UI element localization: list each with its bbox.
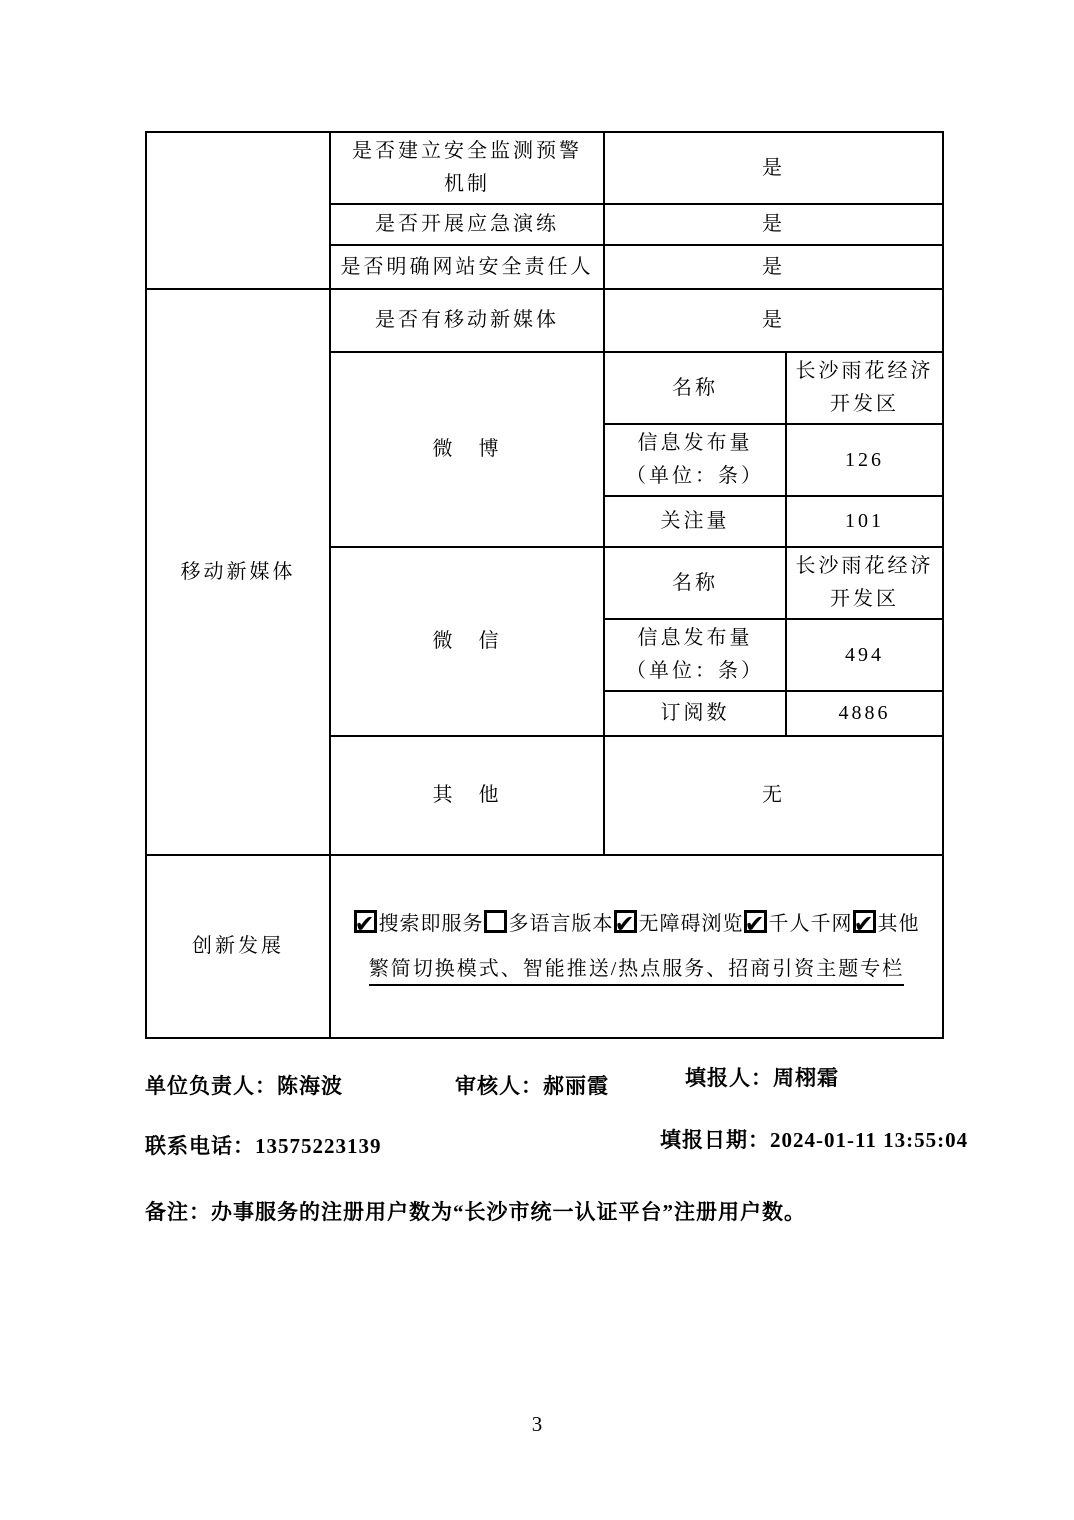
date-value: 2024-01-11 13:55:04 [770,1128,969,1152]
table-row [146,132,943,204]
innovation-other-detail-text: 繁简切换模式、智能推送/热点服务、招商引资主题专栏 [369,958,905,986]
filler-value: 周栩霜 [773,1066,839,1090]
innovation-option [354,908,484,941]
innovation-option [484,908,614,941]
innovation-option-label: 多语言版本 [508,912,614,935]
filler-field [685,1062,839,1092]
wechat-posts-label-line2: （单位：条） [626,660,764,682]
cell-wechat-name [786,547,943,619]
page-number: 3 [531,1412,543,1436]
checkbox-icon[interactable] [354,910,377,933]
phone-value: 13575223139 [255,1134,382,1158]
cell-has-mobile-media-a: 是 [604,289,943,352]
wechat-posts-label-line1: 信息发布量 [637,627,753,649]
innovation-option [853,908,920,941]
cell-wechat-name-label: 名称 [604,547,786,619]
cell-wechat-label: 微 信 [330,547,604,736]
unit-head-label: 单位负责人： [145,1074,277,1098]
cell-weibo-posts: 126 [786,424,943,496]
cell-security-q3: 是否明确网站安全责任人 [330,245,604,289]
cell-weibo-followers-label: 关注量 [604,496,786,547]
cell-wechat-posts-label [604,619,786,691]
weibo-posts-label-line1: 信息发布量 [637,432,753,454]
cell-weibo-name [786,352,943,424]
checkbox-icon[interactable] [484,910,507,933]
innovation-options [333,908,940,941]
cell-weibo-label: 微 博 [330,352,604,547]
innovation-other-detail [333,953,940,986]
cell-security-a2: 是 [604,204,943,245]
innovation-option-label: 搜索即服务 [378,912,484,935]
security-question-1: 是否建立安全监测预警机制 [352,140,582,195]
innovation-option [744,908,853,941]
cell-has-mobile-media-q: 是否有移动新媒体 [330,289,604,352]
weibo-posts-label-line2: （单位：条） [626,465,764,487]
innovation-option-label: 无障碍浏览 [638,912,744,935]
weibo-name-value: 长沙雨花经济开发区 [795,360,934,415]
unit-head-field [145,1070,343,1100]
checkbox-icon[interactable] [853,910,876,933]
cell-security-a3: 是 [604,245,943,289]
date-label: 填报日期： [660,1128,770,1152]
cell-wechat-subscribers: 4886 [786,691,943,736]
innovation-option [614,908,744,941]
unit-head-value: 陈海波 [277,1074,343,1098]
date-field [660,1124,968,1154]
table-row [146,855,943,1038]
wechat-name-value: 长沙雨花经济开发区 [795,555,934,610]
cell-section-innovation: 创新发展 [146,855,330,1038]
filler-label: 填报人： [685,1066,773,1090]
cell-weibo-followers: 101 [786,496,943,547]
checkbox-icon[interactable] [614,910,637,933]
cell-wechat-subscribers-label: 订阅数 [604,691,786,736]
cell-weibo-name-label: 名称 [604,352,786,424]
checkbox-icon[interactable] [744,910,767,933]
cell-weibo-posts-label [604,424,786,496]
innovation-option-label: 其他 [877,912,920,935]
phone-label: 联系电话： [145,1134,255,1158]
report-table [145,131,944,1039]
cell-section-blank [146,132,330,289]
reviewer-field [455,1070,609,1100]
reviewer-label: 审核人： [455,1074,543,1098]
reviewer-value: 郝丽霞 [543,1074,609,1098]
cell-other-media-value: 无 [604,736,943,855]
cell-security-a1: 是 [604,132,943,204]
note-line: 备注：办事服务的注册用户数为“长沙市统一认证平台”注册用户数。 [145,1200,806,1224]
phone-field [145,1130,382,1160]
cell-other-media-label: 其 他 [330,736,604,855]
cell-section-mobile-media: 移动新媒体 [146,289,330,855]
cell-wechat-posts: 494 [786,619,943,691]
cell-security-q1 [330,132,604,204]
cell-innovation-content [330,855,943,1038]
innovation-option-label: 千人千网 [768,912,853,935]
cell-security-q2: 是否开展应急演练 [330,204,604,245]
table-row [146,289,943,352]
